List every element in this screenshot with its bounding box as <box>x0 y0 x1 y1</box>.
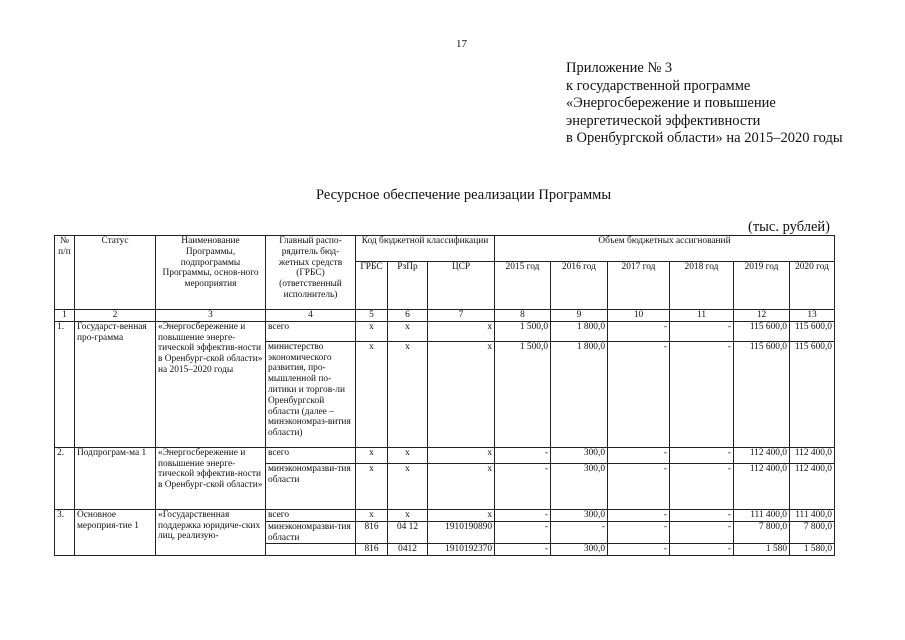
appendix-line: «Энергосбережение и повышение <box>566 95 776 111</box>
row-number: 3. <box>55 509 75 555</box>
row-status: Основное мероприя-тие 1 <box>75 509 156 555</box>
cell-value: - <box>551 521 608 544</box>
cell-grbs: х <box>356 463 388 509</box>
cell-grbs-main: минэкономразви-тия области <box>266 521 356 544</box>
row-name: «Энергосбережение и повышение энерге-тической эффектив-ности в Оренбург-ской области» <box>156 447 266 509</box>
column-number: 11 <box>670 310 734 322</box>
cell-value: 300,0 <box>551 447 608 463</box>
header-year: 2016 год <box>551 262 608 310</box>
appendix-block <box>566 60 843 148</box>
table-row <box>55 447 835 463</box>
cell-value: - <box>608 509 670 521</box>
cell-value: - <box>608 544 670 556</box>
header-rzpr: РзПр <box>388 262 428 310</box>
cell-grbs: х <box>356 341 388 447</box>
cell-value: 112 400,0 <box>734 463 790 509</box>
cell-rzpr: 04 12 <box>388 521 428 544</box>
cell-value: - <box>670 509 734 521</box>
cell-rzpr: х <box>388 463 428 509</box>
cell-value: - <box>670 341 734 447</box>
column-number: 2 <box>75 310 156 322</box>
cell-value: 1 580,0 <box>790 544 835 556</box>
cell-value: 1 800,0 <box>551 321 608 341</box>
header-name: Наименование Программы, подпрограммы Программы, основ-ного мероприятия <box>156 236 266 310</box>
row-status: Государст-венная про-грамма <box>75 321 156 447</box>
header-grbs-main: Главный распо-рядитель бюд-жетных средств (ГРБС) (ответственный исполнитель) <box>266 236 356 310</box>
cell-value: - <box>608 321 670 341</box>
column-number: 4 <box>266 310 356 322</box>
cell-value: 1 500,0 <box>495 321 551 341</box>
column-number: 13 <box>790 310 835 322</box>
cell-rzpr: х <box>388 509 428 521</box>
cell-csr: х <box>428 447 495 463</box>
units-label: (тыс. рублей) <box>748 219 830 235</box>
row-name: «Энергосбережение и повышение энерге-тической эффектив-ности в Оренбург-ской области» на 2015–2020 годы <box>156 321 266 447</box>
row-number: 1. <box>55 321 75 447</box>
cell-value: 1 800,0 <box>551 341 608 447</box>
cell-grbs-main: всего <box>266 447 356 463</box>
appendix-line: энергетической эффективности <box>566 112 761 129</box>
cell-value: - <box>495 509 551 521</box>
cell-grbs: х <box>356 447 388 463</box>
header-year: 2015 год <box>495 262 551 310</box>
cell-grbs-main <box>266 544 356 556</box>
header-csr: ЦСР <box>428 262 495 310</box>
cell-value: 7 800,0 <box>734 521 790 544</box>
cell-rzpr: х <box>388 341 428 447</box>
cell-grbs-main: министерство экономического развития, про-мышленной по-литики и торгов-ли Оренбургской области (далее – минэкономраз-вития области) <box>266 341 356 447</box>
row-number: 2. <box>55 447 75 509</box>
cell-grbs-main: всего <box>266 321 356 341</box>
column-number: 7 <box>428 310 495 322</box>
cell-csr: х <box>428 509 495 521</box>
cell-value: - <box>495 447 551 463</box>
cell-value: - <box>670 321 734 341</box>
cell-value: 111 400,0 <box>734 509 790 521</box>
column-number: 6 <box>388 310 428 322</box>
cell-value: - <box>495 463 551 509</box>
table-row <box>55 321 835 341</box>
header-volume: Объем бюджетных ассигнований <box>495 236 835 262</box>
header-num: № п/п <box>55 236 75 310</box>
column-number: 5 <box>356 310 388 322</box>
header-year: 2019 год <box>734 262 790 310</box>
cell-value: 1 500,0 <box>495 341 551 447</box>
column-number: 3 <box>156 310 266 322</box>
cell-value: - <box>670 544 734 556</box>
cell-value: 112 400,0 <box>790 447 835 463</box>
cell-value: - <box>608 463 670 509</box>
cell-value: - <box>495 521 551 544</box>
header-year: 2017 год <box>608 262 670 310</box>
cell-value: - <box>670 447 734 463</box>
header-grbs: ГРБС <box>356 262 388 310</box>
cell-grbs: 816 <box>356 521 388 544</box>
row-name: «Государственная поддержка юридиче-ских лиц, реализую- <box>156 509 266 555</box>
row-status: Подпрограм-ма 1 <box>75 447 156 509</box>
cell-value: 1 580 <box>734 544 790 556</box>
cell-value: 115 600,0 <box>790 341 835 447</box>
cell-grbs: х <box>356 321 388 341</box>
cell-rzpr: 0412 <box>388 544 428 556</box>
cell-value: - <box>608 341 670 447</box>
cell-value: 115 600,0 <box>734 341 790 447</box>
resource-table <box>54 235 835 556</box>
cell-grbs-main: минэкономразви-тия области <box>266 463 356 509</box>
cell-grbs-main: всего <box>266 509 356 521</box>
cell-value: - <box>670 521 734 544</box>
cell-value: - <box>670 463 734 509</box>
cell-value: 300,0 <box>551 544 608 556</box>
cell-csr: х <box>428 341 495 447</box>
cell-value: 300,0 <box>551 509 608 521</box>
column-number: 9 <box>551 310 608 322</box>
cell-csr: 1910192370 <box>428 544 495 556</box>
cell-value: 7 800,0 <box>790 521 835 544</box>
cell-value: - <box>495 544 551 556</box>
column-number: 8 <box>495 310 551 322</box>
cell-value: 115 600,0 <box>790 321 835 341</box>
cell-rzpr: х <box>388 321 428 341</box>
appendix-line: к государственной программе <box>566 77 751 94</box>
page-number: 17 <box>456 38 467 50</box>
column-number: 1 <box>55 310 75 322</box>
cell-value: 112 400,0 <box>790 463 835 509</box>
column-number: 12 <box>734 310 790 322</box>
table-row <box>55 509 835 521</box>
appendix-line: Приложение № 3 <box>566 60 673 76</box>
cell-value: 111 400,0 <box>790 509 835 521</box>
header-year: 2018 год <box>670 262 734 310</box>
cell-value: 115 600,0 <box>734 321 790 341</box>
header-budget-code: Код бюджетной классификации <box>356 236 495 262</box>
cell-csr: х <box>428 321 495 341</box>
cell-rzpr: х <box>388 447 428 463</box>
cell-value: 300,0 <box>551 463 608 509</box>
cell-grbs: 816 <box>356 544 388 556</box>
cell-value: 112 400,0 <box>734 447 790 463</box>
header-status: Статус <box>75 236 156 310</box>
document-title: Ресурсное обеспечение реализации Программы <box>316 187 612 203</box>
cell-value: - <box>608 521 670 544</box>
header-year: 2020 год <box>790 262 835 310</box>
appendix-line: в Оренбургской области» на 2015–2020 годы <box>566 130 843 146</box>
cell-value: - <box>608 447 670 463</box>
cell-csr: 1910190890 <box>428 521 495 544</box>
column-number-row <box>55 310 835 322</box>
cell-csr: х <box>428 463 495 509</box>
cell-grbs: х <box>356 509 388 521</box>
column-number: 10 <box>608 310 670 322</box>
